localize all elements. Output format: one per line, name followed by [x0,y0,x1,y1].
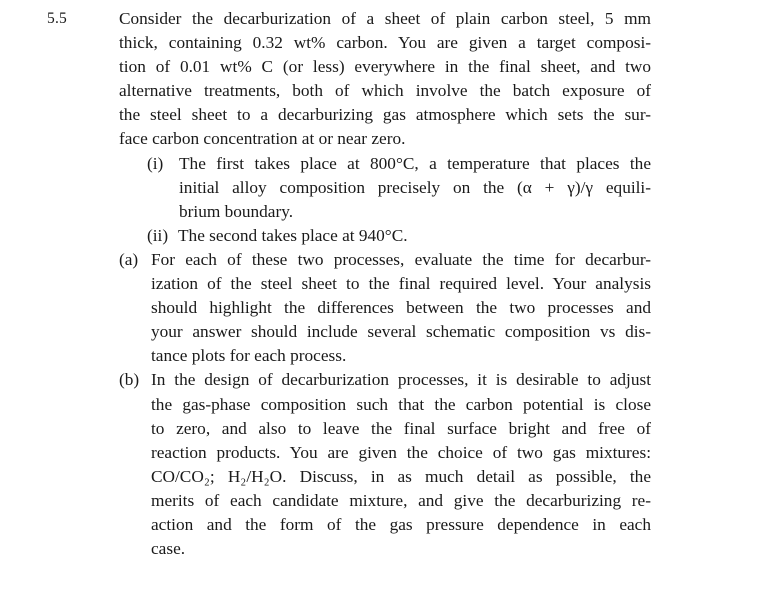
intro-line: Consider the decarburization of a sheet of plain carbon steel, 5 mm [119,9,651,28]
treatment-text [178,224,651,248]
part-text [151,368,651,561]
part-line: For each of these two processes, evaluate the time for decarbur- [151,249,651,269]
intro-line: tion of 0.01 wt% C (or less) everywhere in the final sheet, and two [119,57,651,77]
treatment-i [119,152,651,224]
part-line: reaction products. You are given the choice of two gas mixtures: [151,442,651,462]
problem-number: 5.5 [47,10,67,27]
problem-statement [119,7,651,561]
part-line: action and the form of the gas pressure dependence in each [151,514,651,534]
part-line: your answer should include several schematic composition vs dis- [151,322,651,342]
part-line: tance plots for each process. [151,346,347,366]
intro-line: the steel sheet to a decarburizing gas atmosphere which sets the sur- [119,105,651,125]
part-a [119,248,651,368]
part-line: In the design of decarburization processes, it is desirable to adjust [151,370,651,390]
treatment-line: initial alloy composition precisely on the (α + γ)/γ equili- [179,177,651,197]
treatment-line: The first takes place at 800°C, a temperature that places the [179,153,651,173]
part-line: ization of the steel sheet to the final required level. Your analysis [151,274,651,294]
treatment-line: brium boundary. [179,201,294,221]
treatment-line: The second takes place at 940°C. [178,225,408,245]
part-label: (a) [119,249,139,269]
intro-line: alternative treatments, both of which involve the batch exposure of [119,81,651,101]
treatment-label: (i) [147,153,164,173]
part-label: (b) [119,370,140,390]
treatment-text [179,152,651,224]
part-line: CO/CO₂; H₂/H₂O. Discuss, in as much detail as possible, the [151,466,651,486]
part-line: the gas-phase composition such that the carbon potential is close [151,394,651,414]
part-line: should highlight the differences between the two processes and [151,298,651,318]
part-text [151,248,651,368]
treatment-label: (ii) [147,225,169,245]
part-line: to zero, and also to leave the final surface bright and free of [151,418,651,438]
intro-line: thick, containing 0.32 wt% carbon. You are given a target composi- [119,33,651,53]
treatment-ii [119,224,651,248]
part-line: case. [151,539,186,559]
problem-intro [119,7,651,152]
intro-line: face carbon concentration at or near zero. [119,129,406,149]
part-b [119,368,651,561]
part-line: merits of each candidate mixture, and give the decarburizing re- [151,490,651,510]
